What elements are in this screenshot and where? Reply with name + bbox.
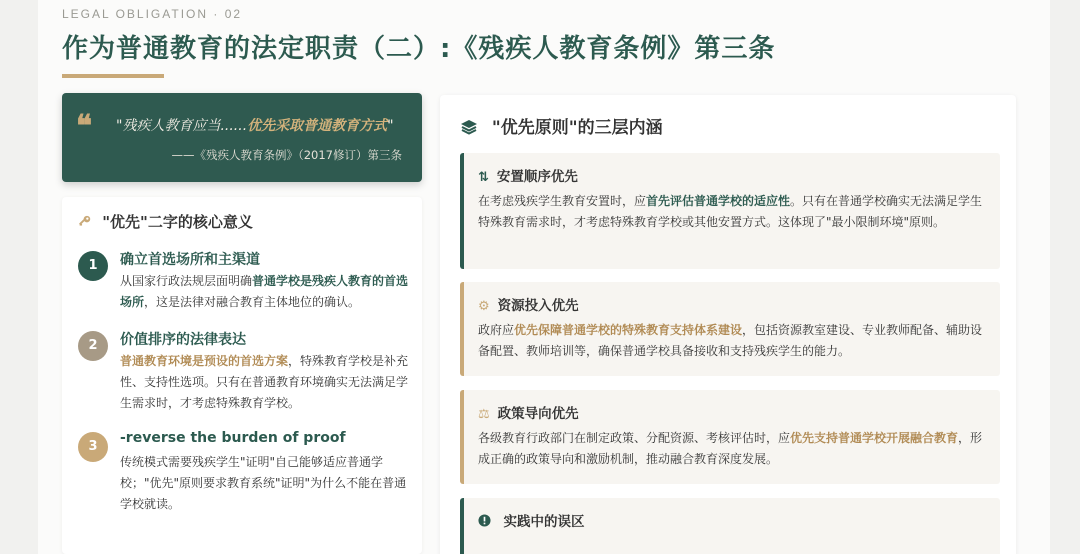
section-body: 在考虑残疾学生教育安置时，应首先评估普通学校的适应性。只有在普通学校确实无法满足学生特殊教育需求时，才考虑特殊教育学校或其他安置方式。这体现了"最小限制环境"原则。 [478, 194, 983, 229]
section-body: 各级教育行政部门在制定政策、分配资源、考核评估时，应优先支持普通学校开展融合教育，形成正确的政策导向和激励机制，推动融合教育深度发展。 [478, 431, 983, 466]
page-title: 作为普通教育的法定职责（二）:《残疾人教育条例》第三条 [62, 34, 776, 64]
gears-icon: ⚙ [478, 299, 490, 314]
slide-page [38, 0, 1050, 554]
item-body: 普通教育环境是预设的首选方案，特殊教育学校是补充性、支持性选项。只有在普通教育环境确实无法满足学生需求时，才考虑特殊教育学校。 [120, 354, 409, 410]
section-title: 实践中的误区 [478, 510, 585, 530]
meaning-card [62, 197, 422, 554]
layers-panel [440, 95, 1016, 554]
item-title: -reverse the burden of proof [120, 430, 346, 446]
quote-source: ——《残疾人教育条例》（2017修订）第三条 [171, 148, 402, 162]
layers-heading: "优先原则"的三层内涵 [460, 113, 663, 138]
sort-order-icon: ⇅ [478, 170, 489, 185]
number-badge: 2 [78, 331, 108, 361]
title-underline [62, 74, 164, 78]
exclamation-icon [478, 515, 496, 530]
number-badge: 1 [78, 251, 108, 281]
meaning-heading: "优先"二字的核心意义 [78, 211, 253, 232]
section-title: ⇅ 安置顺序优先 [478, 169, 578, 185]
quote-highlight: 优先采取普通教育方式 [247, 118, 388, 134]
item-title: 价值排序的法律表达 [120, 332, 246, 348]
item-title: 确立首选场所和主渠道 [120, 252, 260, 268]
number-badge: 3 [78, 432, 108, 462]
scale-icon: ⚖ [478, 407, 490, 422]
layer-section-misconception [460, 498, 1000, 554]
layers-icon [460, 118, 484, 138]
item-body: 从国家行政法规层面明确普通学校是残疾人教育的首选场所，这是法律对融合教育主体地位的确认。 [120, 274, 409, 309]
layer-section-placement [460, 153, 1000, 269]
section-title: ⚖ 政策导向优先 [478, 406, 579, 422]
item-body: 传统模式需要残疾学生"证明"自己能够适应普通学校；"优先"原则要求教育系统"证明"为什么不能在普通学校就读。 [120, 455, 407, 511]
quote-icon: ❝ [76, 109, 93, 144]
quote-text: "残疾人教育应当......优先采取普通教育方式" [116, 118, 394, 134]
layer-section-resource [460, 282, 1000, 376]
layer-section-policy [460, 390, 1000, 484]
quote-card [62, 93, 422, 182]
section-body: 政府应优先保障普通学校的特殊教育支持体系建设，包括资源教室建设、专业教师配备、辅助设备配置、教师培训等，确保普通学校具备接收和支持残疾学生的能力。 [478, 323, 983, 358]
key-icon [78, 213, 96, 231]
section-title: ⚙ 资源投入优先 [478, 298, 579, 314]
section-kicker: LEGAL OBLIGATION · 02 [62, 7, 243, 21]
